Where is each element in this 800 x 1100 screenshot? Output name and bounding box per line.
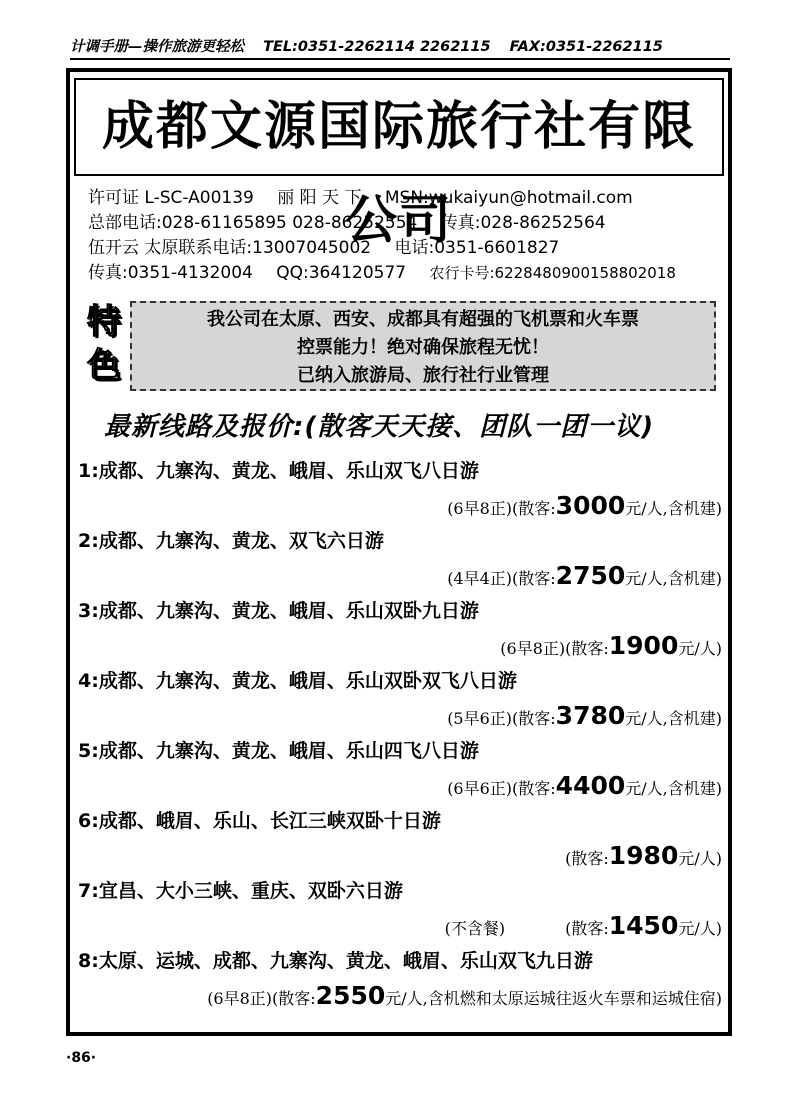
header-fax: FAX:0351-2262115 [509,39,663,55]
route-item [78,596,722,666]
feature-char-1: 特 [87,302,121,342]
route-price-value: 4400 [555,771,626,800]
route-price [78,696,722,736]
route-price-value: 1900 [608,631,679,660]
route-price-value: 1980 [608,841,679,870]
route-price [78,556,722,596]
route-meta: (4早4正)(散客: [447,569,556,588]
route-price-value: 2750 [555,561,626,590]
route-item [78,946,722,1016]
route-price-unit: 元/人) [678,849,722,868]
route-item [78,666,722,736]
route-meta: (散客: [565,919,609,938]
route-item [78,806,722,876]
route-price-unit: 元/人,含机建) [625,499,722,518]
feature-line-3: 已纳入旅游局、旅行社行业管理 [297,365,549,386]
route-price-value: 3780 [555,701,626,730]
license: 许可证 L-SC-A00139 [88,188,254,208]
routes-header: 最新线路及报价:(散客天天接、团队一团一议) [104,412,655,442]
route-note: (不含餐) [444,919,506,938]
company-info [88,186,728,286]
qq: QQ:364120577 [276,263,407,283]
route-title: 8:太原、运城、成都、九寨沟、黄龙、峨眉、乐山双飞九日游 [78,950,593,972]
msn: MSN:wukaiyun@hotmail.com [384,188,633,208]
route-price-unit: 元/人) [678,919,722,938]
route-title: 1:成都、九寨沟、黄龙、峨眉、乐山双飞八日游 [78,460,479,482]
hq-fax: 传真:028-86252564 [440,213,606,233]
routes-list [78,456,722,1016]
info-row-4 [88,261,728,286]
route-price [78,766,722,806]
route-price [78,976,722,1016]
route-item [78,736,722,806]
route-price-unit: 元/人,含机建) [625,569,722,588]
route-meta: (6早8正)(散客: [207,989,316,1008]
running-header [70,38,730,60]
info-row-2 [88,211,728,236]
route-title: 6:成都、峨眉、乐山、长江三峡双卧十日游 [78,810,441,832]
route-price [78,626,722,666]
route-title: 2:成都、九寨沟、黄龙、双飞六日游 [78,530,384,552]
hq-phone: 总部电话:028-61165895 028-86252554 [88,213,418,233]
feature-char-2: 色 [87,346,121,386]
route-price [78,486,722,526]
route-price [78,836,722,876]
info-row-1 [88,186,728,211]
feature-line-1: 我公司在太原、西安、成都具有超强的飞机票和火车票 [207,309,639,330]
route-price [78,906,722,946]
route-price-unit: 元/人,含机建) [625,779,722,798]
route-item [78,526,722,596]
contact: 伍开云 太原联系电话:13007045002 [88,238,372,258]
route-title: 3:成都、九寨沟、黄龙、峨眉、乐山双卧九日游 [78,600,479,622]
route-price-unit: 元/人) [678,639,722,658]
route-meta: (散客: [565,849,609,868]
route-price-value: 3000 [555,491,626,520]
route-meta: (6早6正)(散客: [447,779,556,798]
route-meta: (6早8正)(散客: [447,499,556,518]
route-price-value: 2550 [315,981,386,1010]
route-price-unit: 元/人,含机建) [625,709,722,728]
route-title: 4:成都、九寨沟、黄龙、峨眉、乐山双卧双飞八日游 [78,670,517,692]
header-tel: TEL:0351-2262114 2262115 [263,39,491,55]
company-name: 成都文源国际旅行社有限公司 [101,96,696,251]
route-price-value: 1450 [608,911,679,940]
ty-fax: 传真:0351-4132004 [88,263,253,283]
route-title: 7:宜昌、大小三峡、重庆、双卧六日游 [78,880,403,902]
contact-phone: 电话:0351-6601827 [394,238,560,258]
bank-card: 农行卡号:6228480900158802018 [429,264,676,282]
route-price-unit: 元/人,含机燃和太原运城往返火车票和运城住宿) [385,989,722,1008]
feature-box [130,301,716,391]
header-slogan: 计调手册—操作旅游更轻松 [70,39,244,55]
route-meta: (5早6正)(散客: [447,709,556,728]
route-meta: (6早8正)(散客: [500,639,609,658]
feature-line-2: 控票能力！绝对确保旅程无忧！ [297,337,549,358]
feature-label [80,300,128,390]
route-item [78,456,722,526]
alias: 丽 阳 天 下 [277,188,362,208]
page-number: ·86· [66,1050,97,1066]
route-item [78,876,722,946]
info-row-3 [88,236,728,261]
route-title: 5:成都、九寨沟、黄龙、峨眉、乐山四飞八日游 [78,740,479,762]
